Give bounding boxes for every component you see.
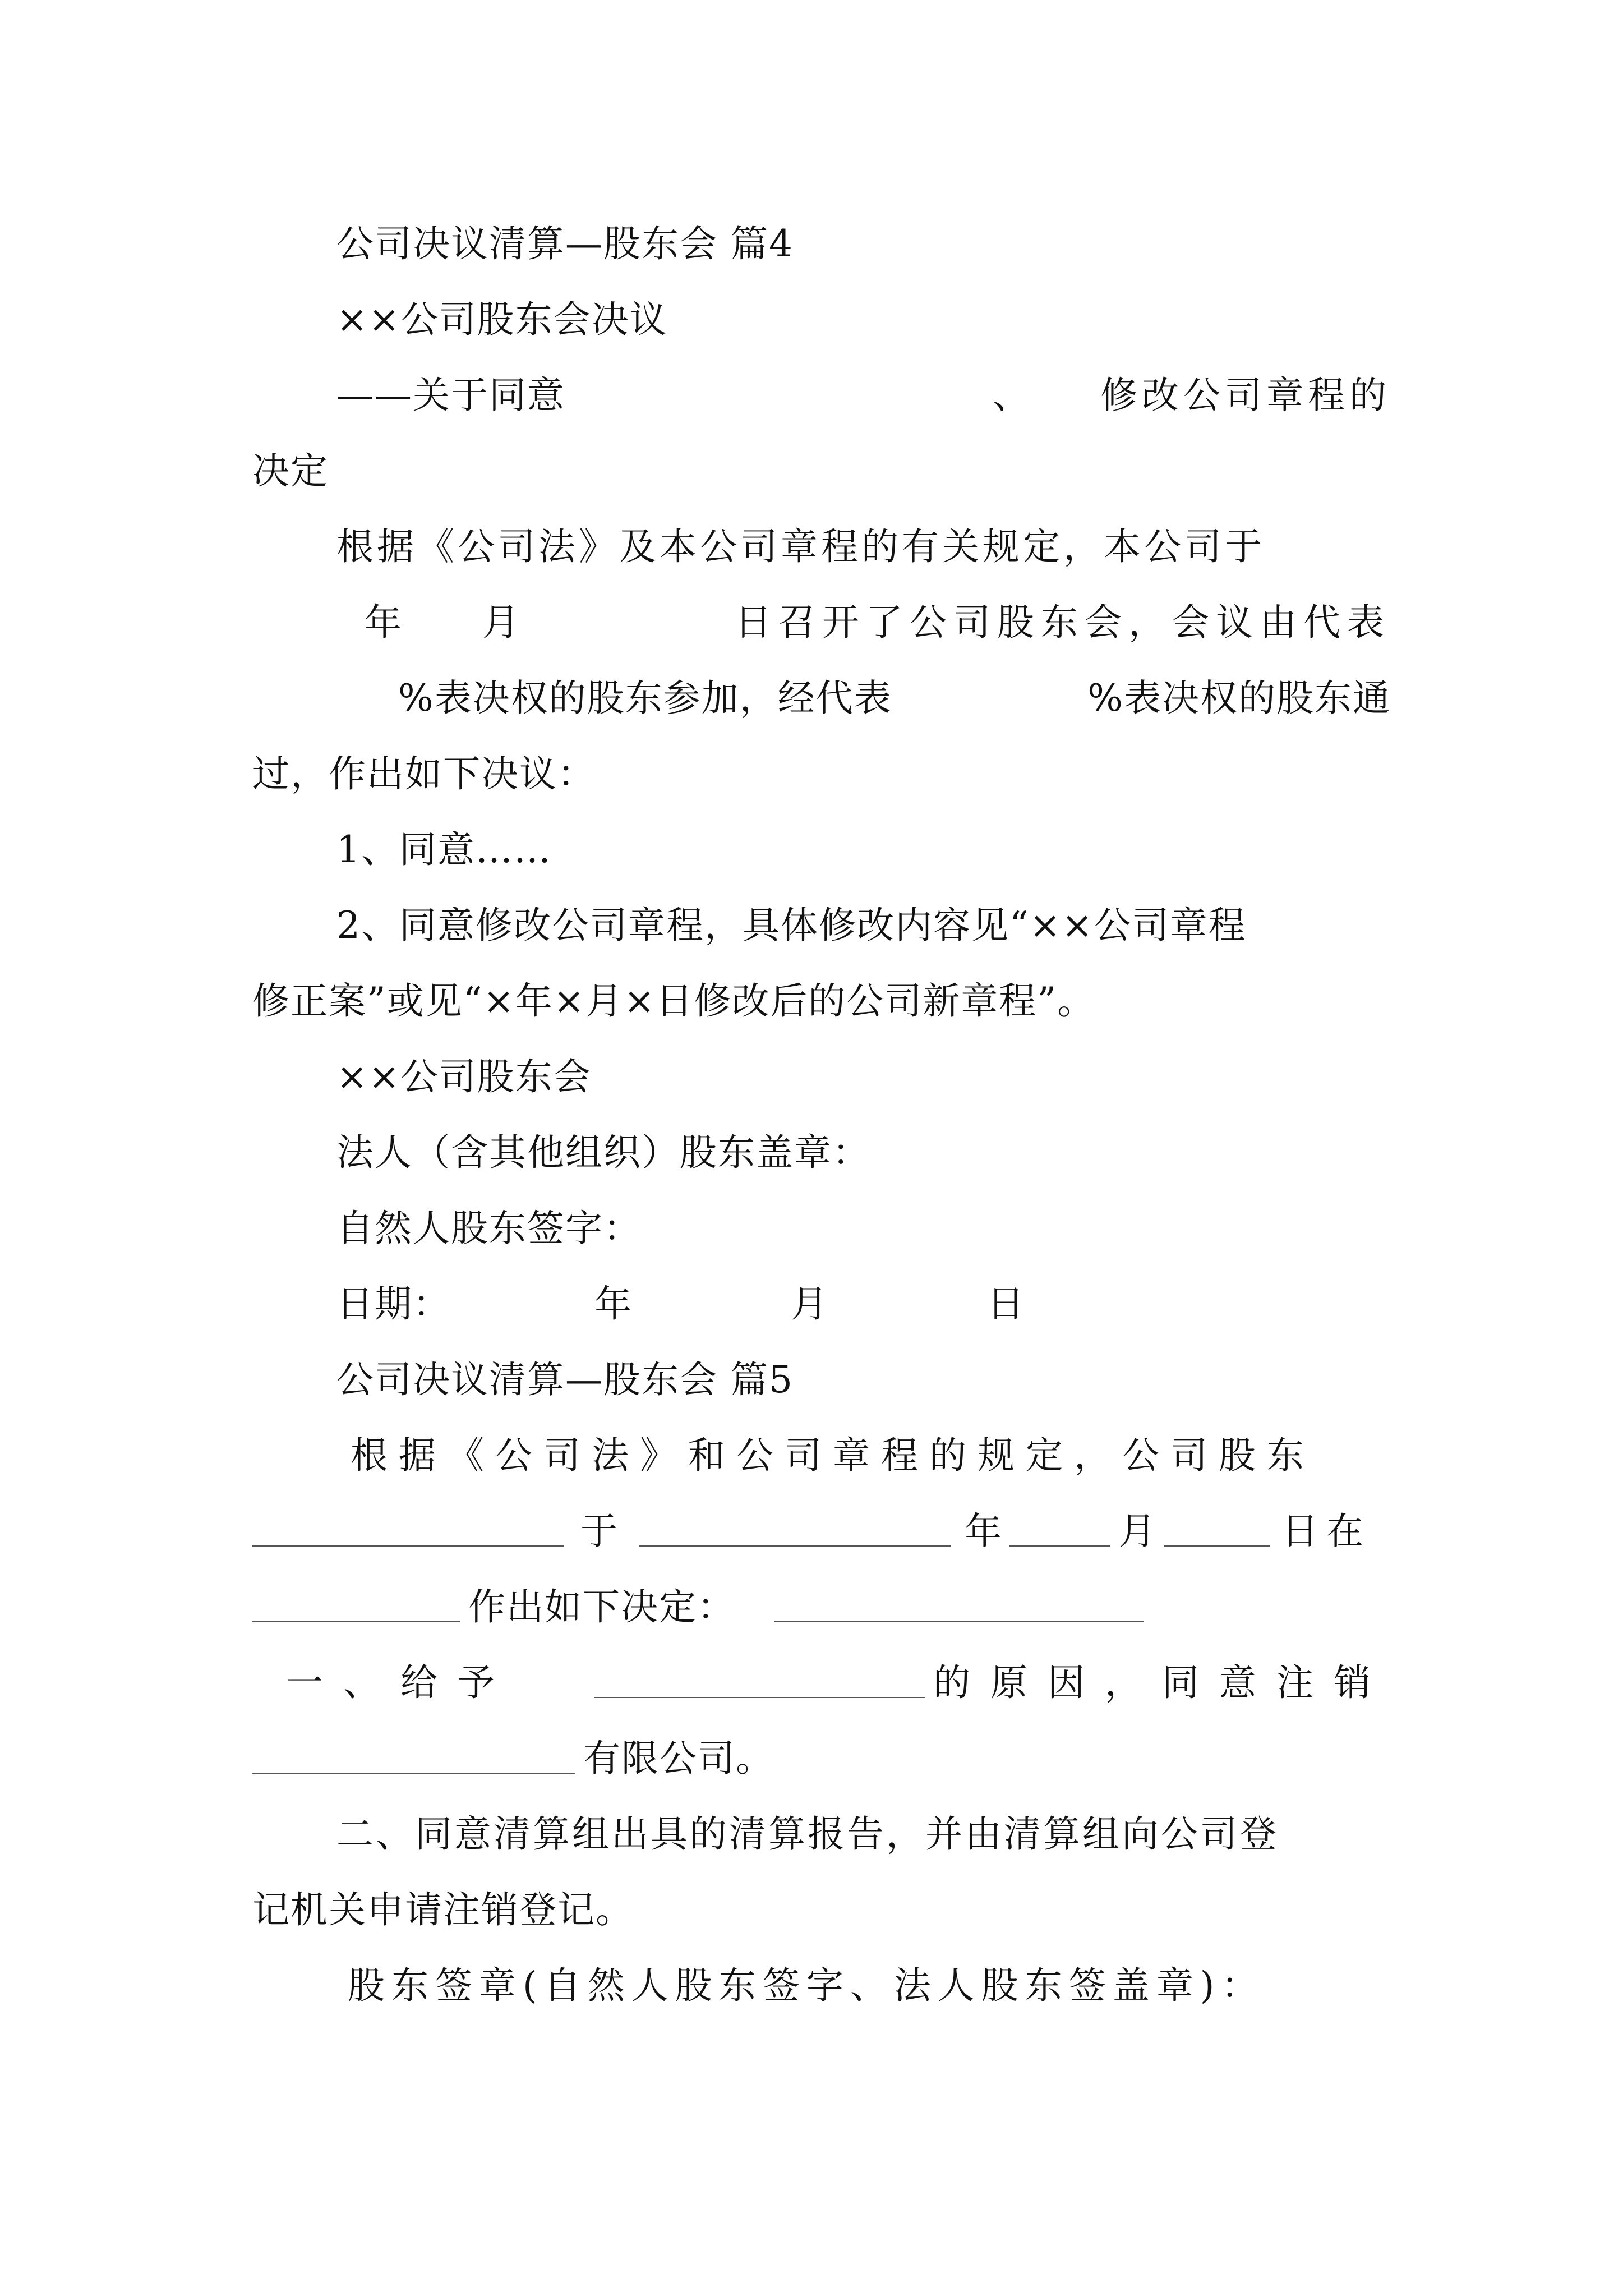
body-para-1-line-2 — [252, 597, 1391, 648]
resolution-title: ××公司股东会决议 — [336, 298, 668, 341]
decision-place-blank[interactable] — [252, 1582, 460, 1622]
decision-para-line-1: 根据《公司法》和公司章程的规定，公司股东 — [351, 1434, 1315, 1477]
body-para-1-line-1: 根据《公司法》及本公司章程的有关规定，本公司于 — [336, 525, 1265, 568]
date-day-label: 日 — [987, 1282, 1025, 1326]
date-year-label: 年 — [594, 1282, 633, 1326]
legal-person-seal-label: 法人（含其他组织）股东盖章： — [336, 1131, 870, 1174]
meeting-year-label: 年 — [365, 601, 403, 644]
decision-year-label: 年 — [965, 1510, 1003, 1553]
cancellation-reason-blank[interactable] — [594, 1658, 925, 1698]
shareholder-name-blank[interactable] — [252, 1506, 564, 1547]
decision-month-label: 月 — [1119, 1510, 1157, 1553]
resolution-item-1: 1、同意…… — [336, 828, 552, 871]
resolution-item-2-line-2: 修正案”或见“×年×月×日修改后的公司新章程”。 — [252, 979, 1096, 1023]
body-para-1-line-4: 过，作出如下决议： — [252, 752, 596, 795]
decision-content-blank[interactable] — [774, 1582, 1144, 1622]
meeting-day-text: 日召开了公司股东会，会议由代表 — [735, 601, 1391, 644]
decision-item-one — [252, 1658, 1391, 1708]
decision-day-label: 日在 — [1281, 1510, 1371, 1553]
decision-day-blank[interactable] — [1164, 1506, 1270, 1547]
decision-on-label: 于 — [580, 1510, 619, 1553]
decision-para-line-2 — [252, 1506, 1391, 1557]
decision-made-text: 作出如下决定： — [468, 1585, 735, 1628]
decision-item-two-line-2: 记机关申请注销登记。 — [252, 1888, 634, 1931]
decision-para-line-3 — [252, 1582, 1391, 1632]
decision-month-blank[interactable] — [1009, 1506, 1110, 1547]
body-para-1-line-3 — [252, 673, 1391, 724]
attendance-percent-text: %表决权的股东参加，经代表 — [398, 677, 892, 720]
resolution-item-2-line-1: 2、同意修改公司章程，具体修改内容见“××公司章程 — [336, 904, 1247, 947]
decision-item-one-reason: 的原因，同意注销 — [933, 1661, 1391, 1704]
decision-year-blank[interactable] — [639, 1506, 951, 1547]
subtitle-amend: 修改公司章程的 — [1100, 374, 1391, 417]
natural-person-signature-label: 自然人股东签字： — [336, 1207, 642, 1250]
decision-item-one-give: 一、给予 — [286, 1661, 515, 1704]
shareholder-signature-label: 股东签章(自然人股东签字、法人股东签盖章)： — [348, 1964, 1265, 2007]
limited-company-text: 有限公司。 — [583, 1737, 774, 1780]
decision-item-one-cont — [252, 1733, 1391, 1784]
section-heading-4: 公司决议清算—股东会 篇4 — [336, 222, 794, 265]
approval-percent-text: %表决权的股东通 — [1087, 677, 1391, 720]
resolution-subtitle-cont: 决定 — [252, 449, 329, 493]
subtitle-about: ——关于同意 — [336, 374, 565, 417]
decision-item-two-line-1: 二、同意清算组出具的清算报告，并由清算组向公司登 — [336, 1812, 1279, 1856]
signing-date-line — [336, 1279, 1066, 1329]
section-heading-5: 公司决议清算—股东会 篇5 — [336, 1358, 794, 1401]
subtitle-separator: 、 — [993, 374, 1031, 417]
company-shareholders-meeting: ××公司股东会 — [336, 1055, 592, 1098]
meeting-month-label: 月 — [482, 601, 520, 644]
date-month-label: 月 — [791, 1282, 829, 1326]
company-name-blank[interactable] — [252, 1733, 575, 1774]
date-label: 日期： — [336, 1282, 451, 1326]
resolution-subtitle — [336, 370, 1391, 421]
